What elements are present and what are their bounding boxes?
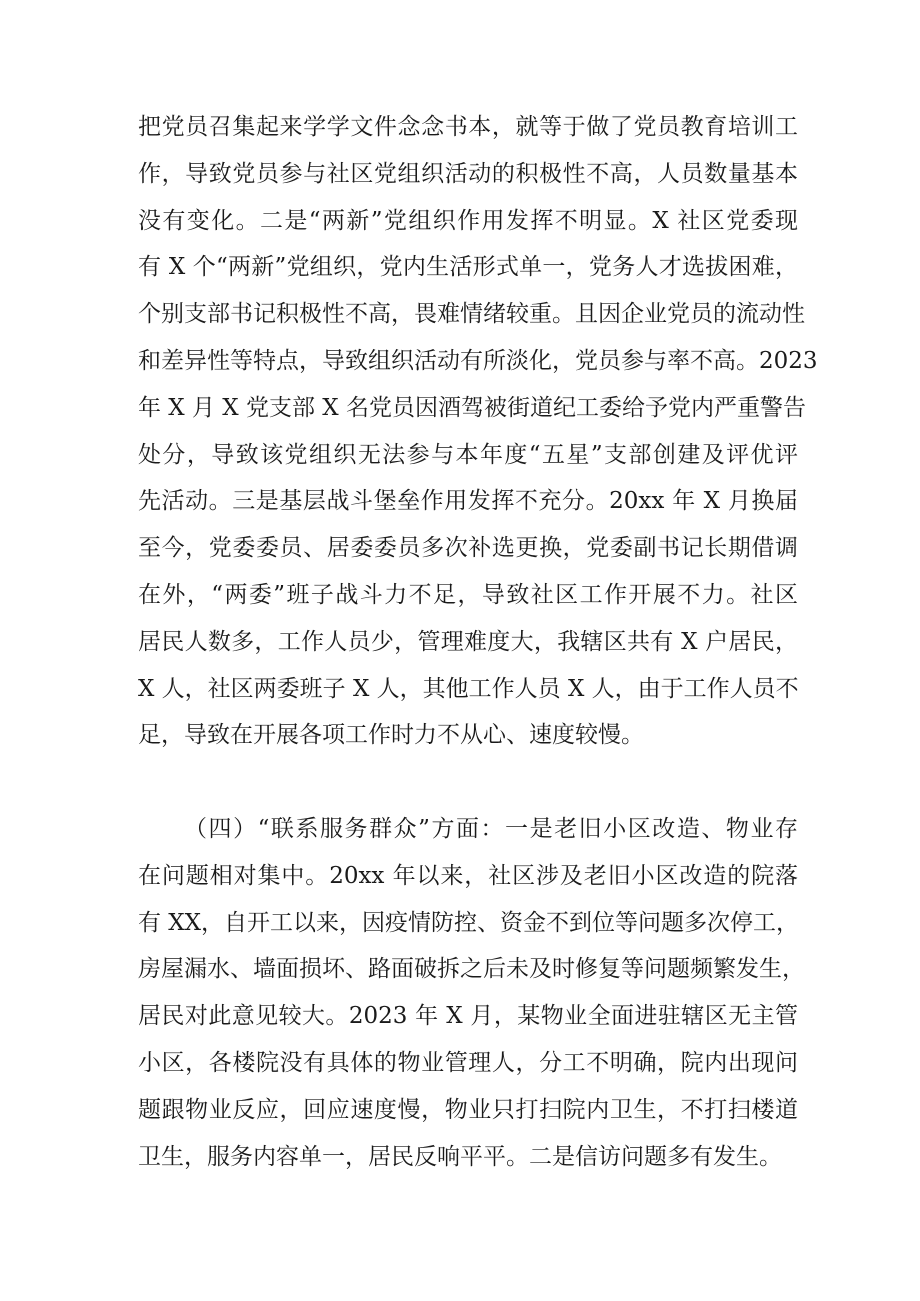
text-line: 把党员召集起来学学文件念念书本，就等于做了党员教育培训工 [138,114,798,140]
text-line: 居民人数多，工作人员少，管理难度大，我辖区共有 X 户居民， [138,628,798,655]
text-line: 足，导致在开展各项工作时力不从心、速度较慢。 [138,722,644,749]
paragraph-party-organization [138,104,818,759]
text-line: 有 XX，自开工以来，因疫情防控、资金不到位等问题多次停工， [138,909,800,936]
text-line: X 人，社区两委班子 X 人，其他工作人员 X 人，由于工作人员不 [138,675,799,702]
text-line: 个别支部书记积极性不高，畏难情绪较重。且因企业党员的流动性 [138,301,805,328]
text-line: 作，导致党员参与社区党组织活动的积极性不高，人员数量基本 [138,160,798,187]
text-line: 题跟物业反应，回应速度慢，物业只打扫院内卫生，不打扫楼道 [138,1096,798,1123]
text-line: 和差异性等特点，导致组织活动有所淡化，党员参与率不高。2023 [138,347,818,374]
text-line: 先活动。三是基层战斗堡垒作用发挥不充分。20xx 年 X 月换届 [138,488,798,515]
text-line: 有 X 个“两新”党组织，党内生活形式单一，党务人才选拔困难， [138,254,798,281]
text-line: 房屋漏水、墙面损坏、路面破拆之后未及时修复等问题频繁发生， [138,956,805,983]
text-line: 小区，各楼院没有具体的物业管理人，分工不明确，院内出现问 [138,1049,798,1076]
text-line: 在问题相对集中。20xx 年以来，社区涉及老旧小区改造的院落 [138,862,798,889]
text-line: （四）“联系服务群众”方面：一是老旧小区改造、物业存 [184,816,798,842]
paragraph-serving-the-masses [138,806,805,1180]
text-line: 年 X 月 X 党支部 X 名党员因酒驾被街道纪工委给予党内严重警告 [138,394,806,421]
text-line: 卫生，服务内容单一，居民反响平平。二是信访问题多有发生。 [138,1143,782,1170]
text-line: 处分，导致该党组织无法参与本年度“五星”支部创建及评优评 [138,441,798,468]
text-line: 居民对此意见较大。2023 年 X 月，某物业全面进驻辖区无主管 [138,1003,798,1030]
text-line: 至今，党委委员、居委委员多次补选更换，党委副书记长期借调 [138,535,798,562]
text-line: 在外，“两委”班子战斗力不足，导致社区工作开展不力。社区 [138,581,798,608]
text-line: 没有变化。二是“两新”党组织作用发挥不明显。X 社区党委现 [138,207,798,234]
